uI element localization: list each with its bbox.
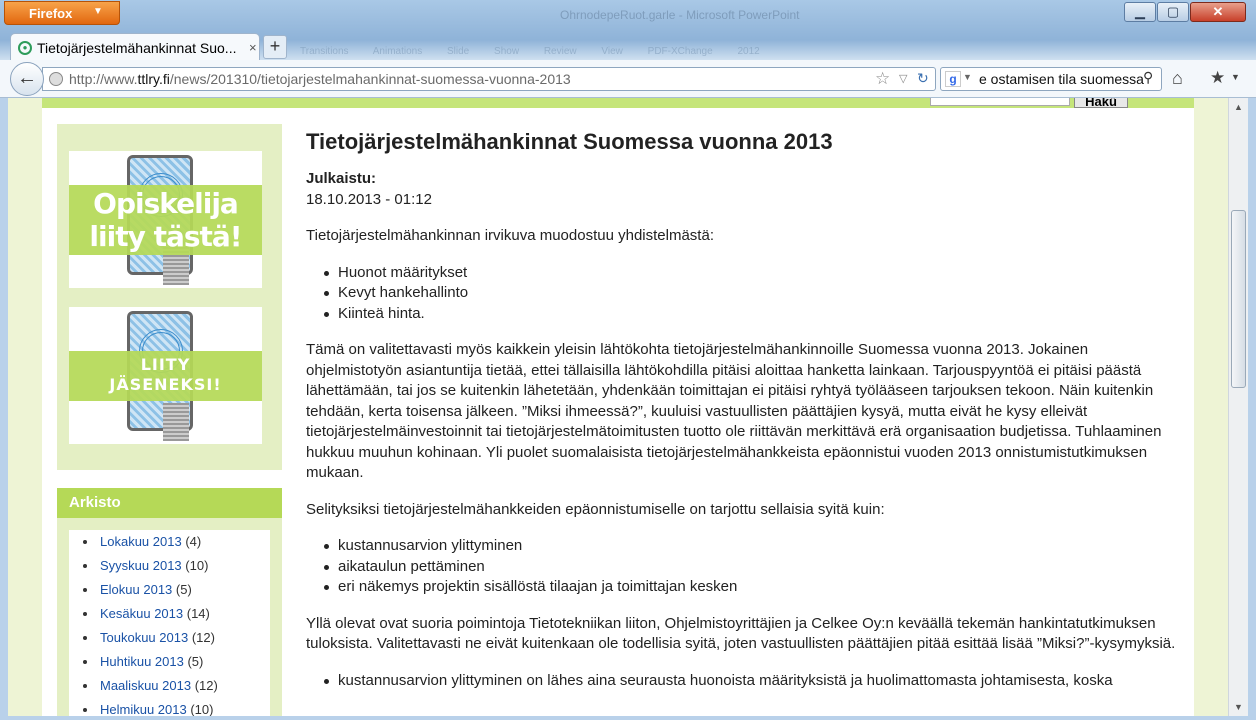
site-search-input[interactable] (930, 98, 1070, 106)
vertical-scrollbar[interactable] (1228, 98, 1248, 716)
google-icon[interactable]: g (945, 71, 961, 87)
archive-heading: Arkisto (57, 488, 282, 518)
bookmarks-icon[interactable]: ★ (1210, 68, 1226, 87)
scroll-down-icon[interactable]: ▼ (1234, 702, 1243, 712)
list-item: Kevyt hankehallinto (320, 283, 1176, 304)
site-search-button[interactable]: Hakü (1074, 98, 1128, 108)
article (306, 128, 1176, 707)
chevron-down-icon: ▼ (93, 6, 103, 17)
banner-text-line2: liity tästä! (89, 220, 242, 253)
bullet-list (306, 536, 1176, 598)
archive-link[interactable]: Kesäkuu 2013 (100, 606, 184, 621)
archive-count: (5) (187, 654, 204, 669)
window-frame-bottom (0, 716, 1256, 720)
become-member-banner[interactable] (69, 307, 262, 444)
archive-count: (14) (186, 606, 210, 621)
archive-link[interactable]: Lokakuu 2013 (100, 534, 182, 549)
maximize-button[interactable]: ▢ (1157, 2, 1189, 22)
search-bar[interactable] (940, 67, 1162, 91)
archive-count: (10) (190, 702, 214, 716)
magnifier-icon[interactable]: ⚲ (1143, 69, 1154, 85)
list-item (77, 534, 270, 558)
globe-icon (49, 72, 63, 86)
url-history-dropdown-icon[interactable]: ▽ (899, 73, 908, 85)
archive-count: (4) (185, 534, 202, 549)
url-path: /news/201310/tietojarjestelmahankinnat-suomessa-vuonna-2013 (169, 71, 571, 87)
article-intro: Tietojärjestelmähankinnan irvikuva muodostuu yhdistelmästä: (306, 227, 714, 244)
article-paragraph: Yllä olevat ovat suoria poimintoja Tietotekniikan liiton, Ohjelmistoyrittäjien ja Celkee Oy:n keväällä tekemän hankintatutkimuksen tuloksista. Valitettavasti ne eivät kuitenkaan ole todellisia syitä, joten vastuullisten päättäjien pitää esittää lisää ”Miksi?”-kysymyksiä. (306, 614, 1176, 652)
published-date: 18.10.2013 - 01:12 (306, 190, 432, 208)
list-item: kustannusarvion ylittyminen on lähes aina seurausta huonoista määrityksistä ja huolimattomasta johtamisesta, koska (320, 671, 1176, 692)
bullet-list (306, 263, 1176, 325)
minimize-button[interactable]: ▁ (1124, 2, 1156, 22)
back-arrow-icon: ← (17, 67, 37, 89)
reload-icon[interactable]: ↻ (917, 70, 929, 86)
list-item (77, 582, 270, 606)
archive-link[interactable]: Elokuu 2013 (100, 582, 173, 597)
search-input[interactable]: e ostamisen tila suomessa (979, 71, 1144, 87)
tab-article[interactable] (10, 33, 260, 61)
list-item (77, 678, 270, 702)
background-ribbon-tabs: Transitions Animations Slide Show Review View PDF-XChange 2012 (300, 46, 760, 57)
window-frame-left (0, 98, 8, 720)
tab-close-icon[interactable]: × (249, 40, 257, 55)
archive-link[interactable]: Helmikuu 2013 (100, 702, 187, 716)
site-favicon-icon: ● (18, 41, 32, 55)
sidebar (57, 124, 282, 716)
page-viewport (8, 98, 1228, 716)
list-item: aikataulun pettäminen (320, 557, 1176, 578)
search-engine-dropdown-icon[interactable]: ▼ (963, 72, 972, 82)
archive-count: (12) (191, 630, 215, 645)
firefox-menu-button[interactable] (4, 1, 120, 25)
window-frame-right (1248, 98, 1256, 720)
new-tab-button[interactable]: + (263, 35, 287, 59)
article-paragraph: Tämä on valitettavasti myös kaikkein yleisin lähtökohta tietojärjestelmähankinnoille Suomessa vuonna 2013. Jokainen ohjelmistotyön asiantuntija tietää, ettei tällaisilla lähtökohdilla pitäisi aloittaa hanketta lainkaan. Tarjouspyyntöä ei pitäisi päästä lähettämään, tai jos se kuitenkin lähetetään, yhdenkään toimittajan ei pitäisi ryhtyä työlääseen tarjouksen tekoon. Näin kuitenkin tehdään, kerta toisensa jälkeen. ”Miksi ihmeessä?”, kuuluisi vastuullisten päättäjien kysyä, mutta eivät he kysy elleivät tietojärjestelmäinvestoinnit tai tietojärjestelmätoimitusten tuotto ole riittävän merkittävä erä organisaation budjetissa. Tuhlaaminen hukkuu muuhun kohinaan. Yli puolet suomalaisista tietojärjestelmähankkeista epäonnistui vuoden 2013 onnistumistutkimuksen mukaan. (306, 341, 1162, 481)
close-window-button[interactable]: ✕ (1190, 2, 1246, 22)
scroll-up-icon[interactable]: ▲ (1234, 102, 1243, 112)
published-label: Julkaistu: (306, 170, 377, 187)
page-title: Tietojärjestelmähankinnat Suomessa vuonna 2013 (306, 129, 833, 154)
archive-link[interactable]: Syyskuu 2013 (100, 558, 182, 573)
list-item (77, 558, 270, 582)
archive-link[interactable]: Toukokuu 2013 (100, 630, 189, 645)
bookmark-star-icon[interactable]: ☆ (875, 69, 891, 88)
archive-link[interactable]: Huhtikuu 2013 (100, 654, 184, 669)
banner-text-line2: JÄSENEKSI! (109, 375, 222, 394)
bookmarks-dropdown-icon[interactable]: ▼ (1231, 72, 1240, 82)
web-page (42, 98, 1194, 716)
list-item (77, 654, 270, 678)
list-item (77, 630, 270, 654)
archive-box (57, 518, 282, 716)
url-prefix: http://www. (69, 71, 138, 87)
archive-list (69, 530, 270, 716)
url-host: ttlry.fi (137, 71, 170, 87)
banner-text-line1: Opiskelija (93, 187, 238, 220)
archive-count: (10) (185, 558, 209, 573)
hand-illustration (163, 403, 189, 441)
banner-text (69, 187, 262, 253)
list-item: eri näkemys projektin sisällöstä tilaajan ja toimittajan kesken (320, 577, 1176, 598)
navigation-toolbar (0, 60, 1256, 98)
list-item: kustannusarvion ylittyminen (320, 536, 1176, 557)
back-button[interactable] (10, 62, 44, 96)
list-item (77, 606, 270, 630)
archive-link[interactable]: Maaliskuu 2013 (100, 678, 192, 693)
firefox-menu-label: Firefox (29, 6, 73, 21)
article-paragraph: Selityksiksi tietojärjestelmähankkeiden epäonnistumiselle on tarjottu sellaisia syitä kuin: (306, 500, 885, 518)
scrollbar-thumb[interactable] (1231, 210, 1246, 388)
bullet-list (306, 671, 1176, 692)
list-item (77, 702, 270, 716)
tab-title: Tietojärjestelmähankinnat Suo... (37, 40, 237, 56)
archive-count: (5) (175, 582, 192, 597)
home-icon[interactable]: ⌂ (1172, 68, 1183, 88)
banner-text-line1: LIITY (140, 355, 191, 374)
banner-box (57, 124, 282, 470)
banner-text (69, 355, 262, 395)
background-window-title: OhrnodepeRuot.garle - Microsoft PowerPoint (560, 8, 800, 22)
list-item: Kiinteä hinta. (320, 304, 1176, 325)
published-meta (306, 169, 1176, 210)
student-join-banner[interactable] (69, 151, 262, 288)
archive-count: (12) (194, 678, 218, 693)
url-bar[interactable] (42, 67, 936, 91)
list-item: Huonot määritykset (320, 263, 1176, 284)
